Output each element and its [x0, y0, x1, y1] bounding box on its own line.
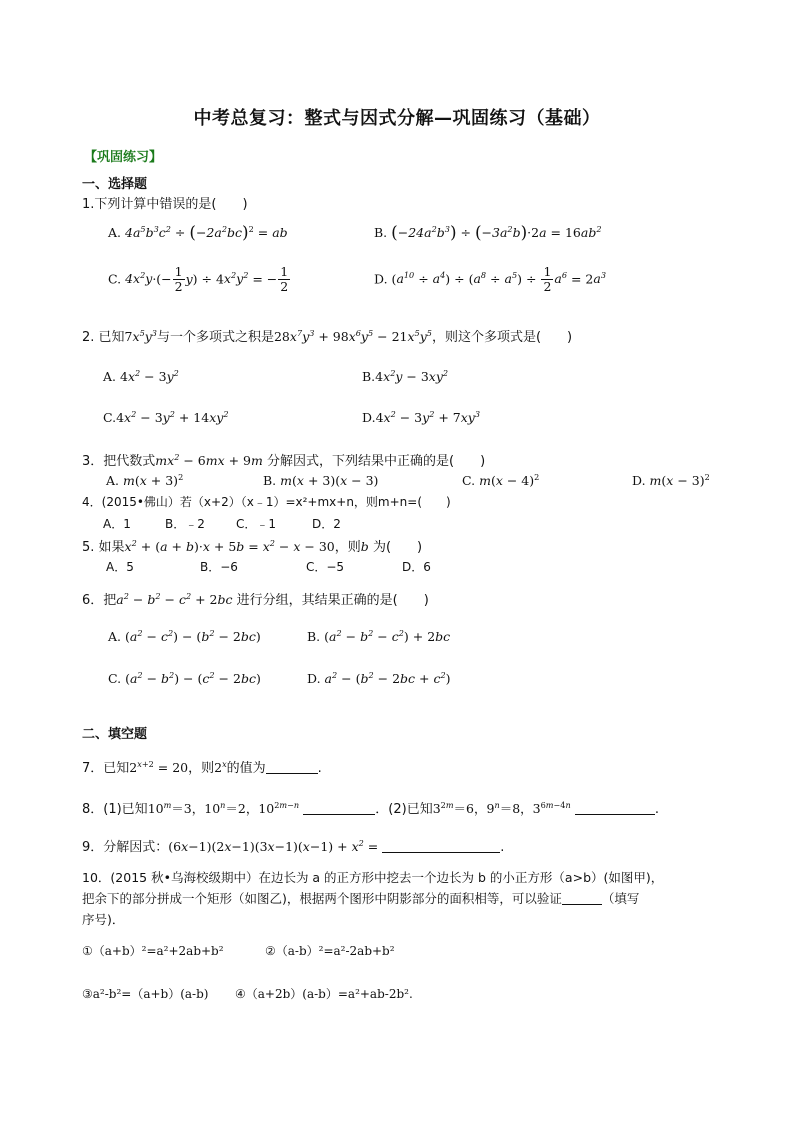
question-9-stem: 9．分解因式：$(6x-1)(2x-1)(3x-1)(x-1) + x^2$ = . [82, 837, 505, 855]
answer-blank[interactable] [562, 892, 602, 906]
question-5-option-b: B．−6 [200, 560, 238, 574]
question-1-option-b: B. $(-24a^2b^3) \div (-3a^2b)\cdot 2a = 16ab^2$ [374, 222, 602, 242]
stem-text: ．(2)已知 [375, 802, 433, 817]
question-3-option-c: C. $m(x - 4)^2$ [462, 471, 540, 488]
question-1-option-a: A. $4a^5b^3c^2 \div (-2a^2bc)^2$ = ab [108, 222, 288, 242]
stem-text: 7．已知 [82, 761, 130, 776]
option-label: A. [108, 225, 122, 240]
question-10-line-3: 序号)． [82, 912, 125, 927]
option-label: A. [106, 473, 120, 488]
question-5-stem: 5. 如果$x^2 + (a + b)\cdot x + 5b = x^2 - x - 30$，则b 为( ) [82, 537, 423, 555]
question-6-stem: 6．把$a^2 - b^2 - c^2 + 2bc$ 进行分组，其结果正确的是( ) [82, 590, 429, 608]
option-label: B. [263, 473, 277, 488]
question-1-option-c: C. $4x^2y\cdot(-$ $\frac{1}{2}$ $y) \div 4x^2y^2$ = − $\frac{1}{2}$ [108, 264, 289, 295]
stem-text: 8．(1)已知 [82, 802, 148, 817]
question-10-option-4: ④（a+2b）(a-b）=a²+ab-2b². [235, 987, 413, 1001]
stem-text: . [654, 802, 659, 817]
option-label: D. [362, 410, 376, 425]
question-2-option-b: $B.4x^2y - 3xy^2$ [362, 367, 449, 384]
question-4-option-d: D．2 [312, 517, 341, 531]
answer-blank[interactable] [575, 801, 655, 815]
stem-text: 3．把代数式 [82, 454, 156, 469]
question-2-option-c: $C.4x^2 - 3y^2 + 14xy^2$ [103, 408, 229, 425]
option-label: B. [307, 629, 321, 644]
stem-text: 的值为 [226, 761, 266, 776]
section-tag: 【巩固练习】 [84, 150, 163, 165]
question-5-option-a: A．5 [106, 560, 134, 574]
question-5-option-c: C．−5 [306, 560, 345, 574]
stem-text: 9．分解因式： [82, 840, 169, 855]
question-4-option-b: B．﹣2 [165, 517, 205, 531]
option-label: C. [108, 671, 122, 686]
question-2-option-d: $D.4x^2 - 3y^2 + 7xy^3$ [362, 408, 481, 425]
option-label: D. [374, 271, 388, 287]
option-label: D. [307, 671, 321, 686]
question-2-stem: 2. 已知$7x^5y^3$与一个多项式之积是$28x^7y^3 + 98x^6y^5 - 21x^5y^5$，则这个多项式是( ) [82, 327, 573, 345]
stem-text: . [500, 840, 505, 855]
question-3-option-d: D. $m(x - 3)^2$ [632, 471, 710, 488]
question-3-option-a: A. $m(x + 3)^2$ [106, 471, 184, 488]
answer-blank[interactable] [266, 760, 318, 774]
stem-text: ，则 [188, 761, 215, 776]
stem-text: . [317, 761, 322, 776]
option-label: C. [103, 410, 117, 425]
question-3-stem: 3．把代数式$mx^2 - 6mx + 9m$ 分解因式，下列结果中正确的是( ) [82, 451, 486, 469]
stem-text: 为( ) [372, 540, 423, 555]
question-2-option-a: A. $4x^2 - 3y^2$ [103, 367, 179, 384]
option-label: C. [462, 473, 476, 488]
option-label: C. [108, 271, 122, 287]
question-5-option-d: D．6 [402, 560, 431, 574]
question-4-option-c: C．﹣1 [236, 517, 277, 531]
stem-text: 与一个多项式之积是 [156, 330, 274, 345]
question-7-stem: 7．已知$2^{x+2} = 20$，则2$^x$的值为 . [82, 758, 322, 776]
stem-text: 5. 如果 [82, 540, 125, 555]
answer-blank[interactable] [382, 839, 500, 853]
stem-text: ，则 [334, 540, 361, 555]
question-10-option-1: ①（a+b）²=a²+2ab+b² [82, 944, 224, 958]
stem-text: ，则这个多项式是( ) [431, 330, 573, 345]
page-title: 中考总复习：整式与因式分解—巩固练习（基础） [193, 108, 601, 129]
answer-blank[interactable] [303, 801, 375, 815]
question-10-line-1: 10．(2015 秋•乌海校级期中）在边长为 a 的正方形中挖去一个边长为 b 的小正方形（a>b）(如图甲)， [82, 870, 664, 885]
option-label: A. [108, 629, 122, 644]
stem-text: 分解因式，下列结果中正确的是( ) [267, 454, 486, 469]
stem-text: （填写 [601, 891, 640, 906]
option-label: B. [362, 369, 376, 384]
question-6-option-d: D. $a^2 - (b^2 - 2bc + c^2)$ [307, 669, 451, 686]
section-choice-heading: 一、选择题 [82, 177, 148, 192]
stem-text: 把余下的部分拼成一个矩形（如图乙)，根据两个图形中阴影部分的面积相等，可以验证 [82, 891, 562, 906]
question-4-option-a: A．1 [103, 517, 131, 531]
section-fill-heading: 二、填空题 [82, 727, 148, 742]
stem-text: 6．把 [82, 593, 117, 608]
stem-text: 2. 已知 [82, 330, 125, 345]
question-6-option-b: B. $(a^2 - b^2 - c^2) + 2bc$ [307, 627, 451, 644]
question-3-option-b: B. m(x + 3)(x − 3) [263, 473, 379, 488]
question-8-stem: 8．(1)已知$10^m=3$，$10^n=2$，$10^{2m-n}$ ．(2)已知$3^{2m}=6$，$9^n=8$，$3^{6m-4n}$ . [82, 799, 659, 817]
stem-text: 进行分组，其结果正确的是( ) [236, 593, 429, 608]
option-label: A. [103, 369, 117, 384]
question-6-option-a: A. $(a^2 - c^2) - (b^2 - 2bc)$ [108, 627, 261, 644]
question-10-line-2 [82, 889, 639, 907]
question-4-stem: 4．(2015•佛山）若（x+2）（x﹣1）=x²+mx+n，则m+n=( ) [82, 495, 451, 509]
option-label: D. [632, 473, 646, 488]
option-label: B. [374, 225, 388, 240]
question-1-option-d: D. $(a^{10} \div a^4) \div (a^8 \div a^5)$ ÷ $\frac{1}{2}$ $a^6 = 2a^3$ [374, 264, 607, 295]
question-6-option-c: C. $(a^2 - b^2) - (c^2 - 2bc)$ [108, 669, 261, 686]
question-10-option-2: ②（a-b）²=a²-2ab+b² [265, 944, 395, 958]
question-1-stem: 1.下列计算中错误的是( ) [82, 197, 248, 212]
question-10-option-3: ③a²-b²=（a+b）(a-b) [82, 987, 209, 1001]
